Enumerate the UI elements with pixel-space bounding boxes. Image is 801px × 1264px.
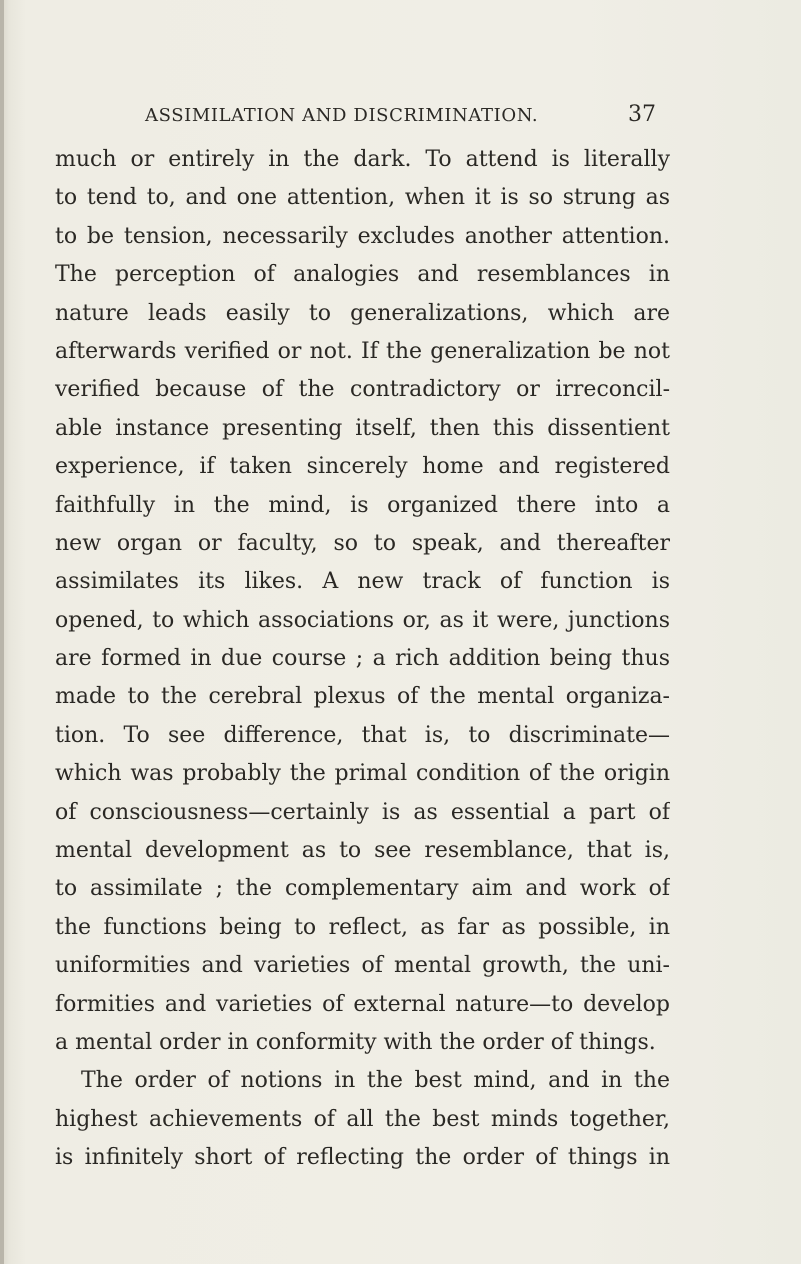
text-line: formities and varieties of external nature—to develop [55,991,670,1017]
text-line: verified because of the contradictory or irreconcil- [55,377,670,403]
text-line: to tend to, and one attention, when it is so strung as [55,185,670,211]
text-line: experience, if taken sincerely home and registered [55,454,670,480]
text-line: able instance presenting itself, then this dissentient [55,415,670,441]
text-line: nature leads easily to generalizations, which are [55,300,670,326]
text-line: of consciousness—certainly is as essential a part of [55,799,670,825]
text-line: much or entirely in the dark. To attend is literally [55,147,670,172]
text-line-paragraph-start: The order of notions in the best mind, and in the [81,1068,670,1094]
page-number: 37 [628,102,656,127]
text-line: highest achievements of all the best minds together, [55,1106,670,1132]
text-line: opened, to which associations or, as it were, junctions [55,607,670,633]
text-line: to assimilate ; the complementary aim and work of [55,876,670,902]
text-line: assimilates its likes. A new track of function is [55,569,670,595]
text-line: tion. To see difference, that is, to discriminate— [55,722,670,748]
text-line: faithfully in the mind, is organized there into a [55,492,670,518]
text-line: a mental order in conformity with the order of things. [55,1029,656,1055]
body-text [55,141,670,1178]
text-line: are formed in due course ; a rich addition being thus [55,646,670,672]
text-line: new organ or faculty, so to speak, and thereafter [55,530,670,556]
text-line: is infinitely short of reflecting the order of things in [55,1145,670,1171]
text-line: which was probably the primal condition of the origin [55,761,670,787]
running-head: ASSIMILATION AND DISCRIMINATION. [145,105,539,126]
text-line: The perception of analogies and resemblances in [55,262,670,288]
text-line: the functions being to reflect, as far as possible, in [55,914,670,940]
text-line: to be tension, necessarily excludes another attention. [55,223,670,249]
text-line: made to the cerebral plexus of the mental organiza- [55,684,670,710]
text-line: afterwards verified or not. If the generalization be not [55,338,670,364]
page-binding-edge [0,0,4,1264]
text-line: mental development as to see resemblance, that is, [55,838,670,864]
text-line: uniformities and varieties of mental growth, the uni- [55,953,670,979]
